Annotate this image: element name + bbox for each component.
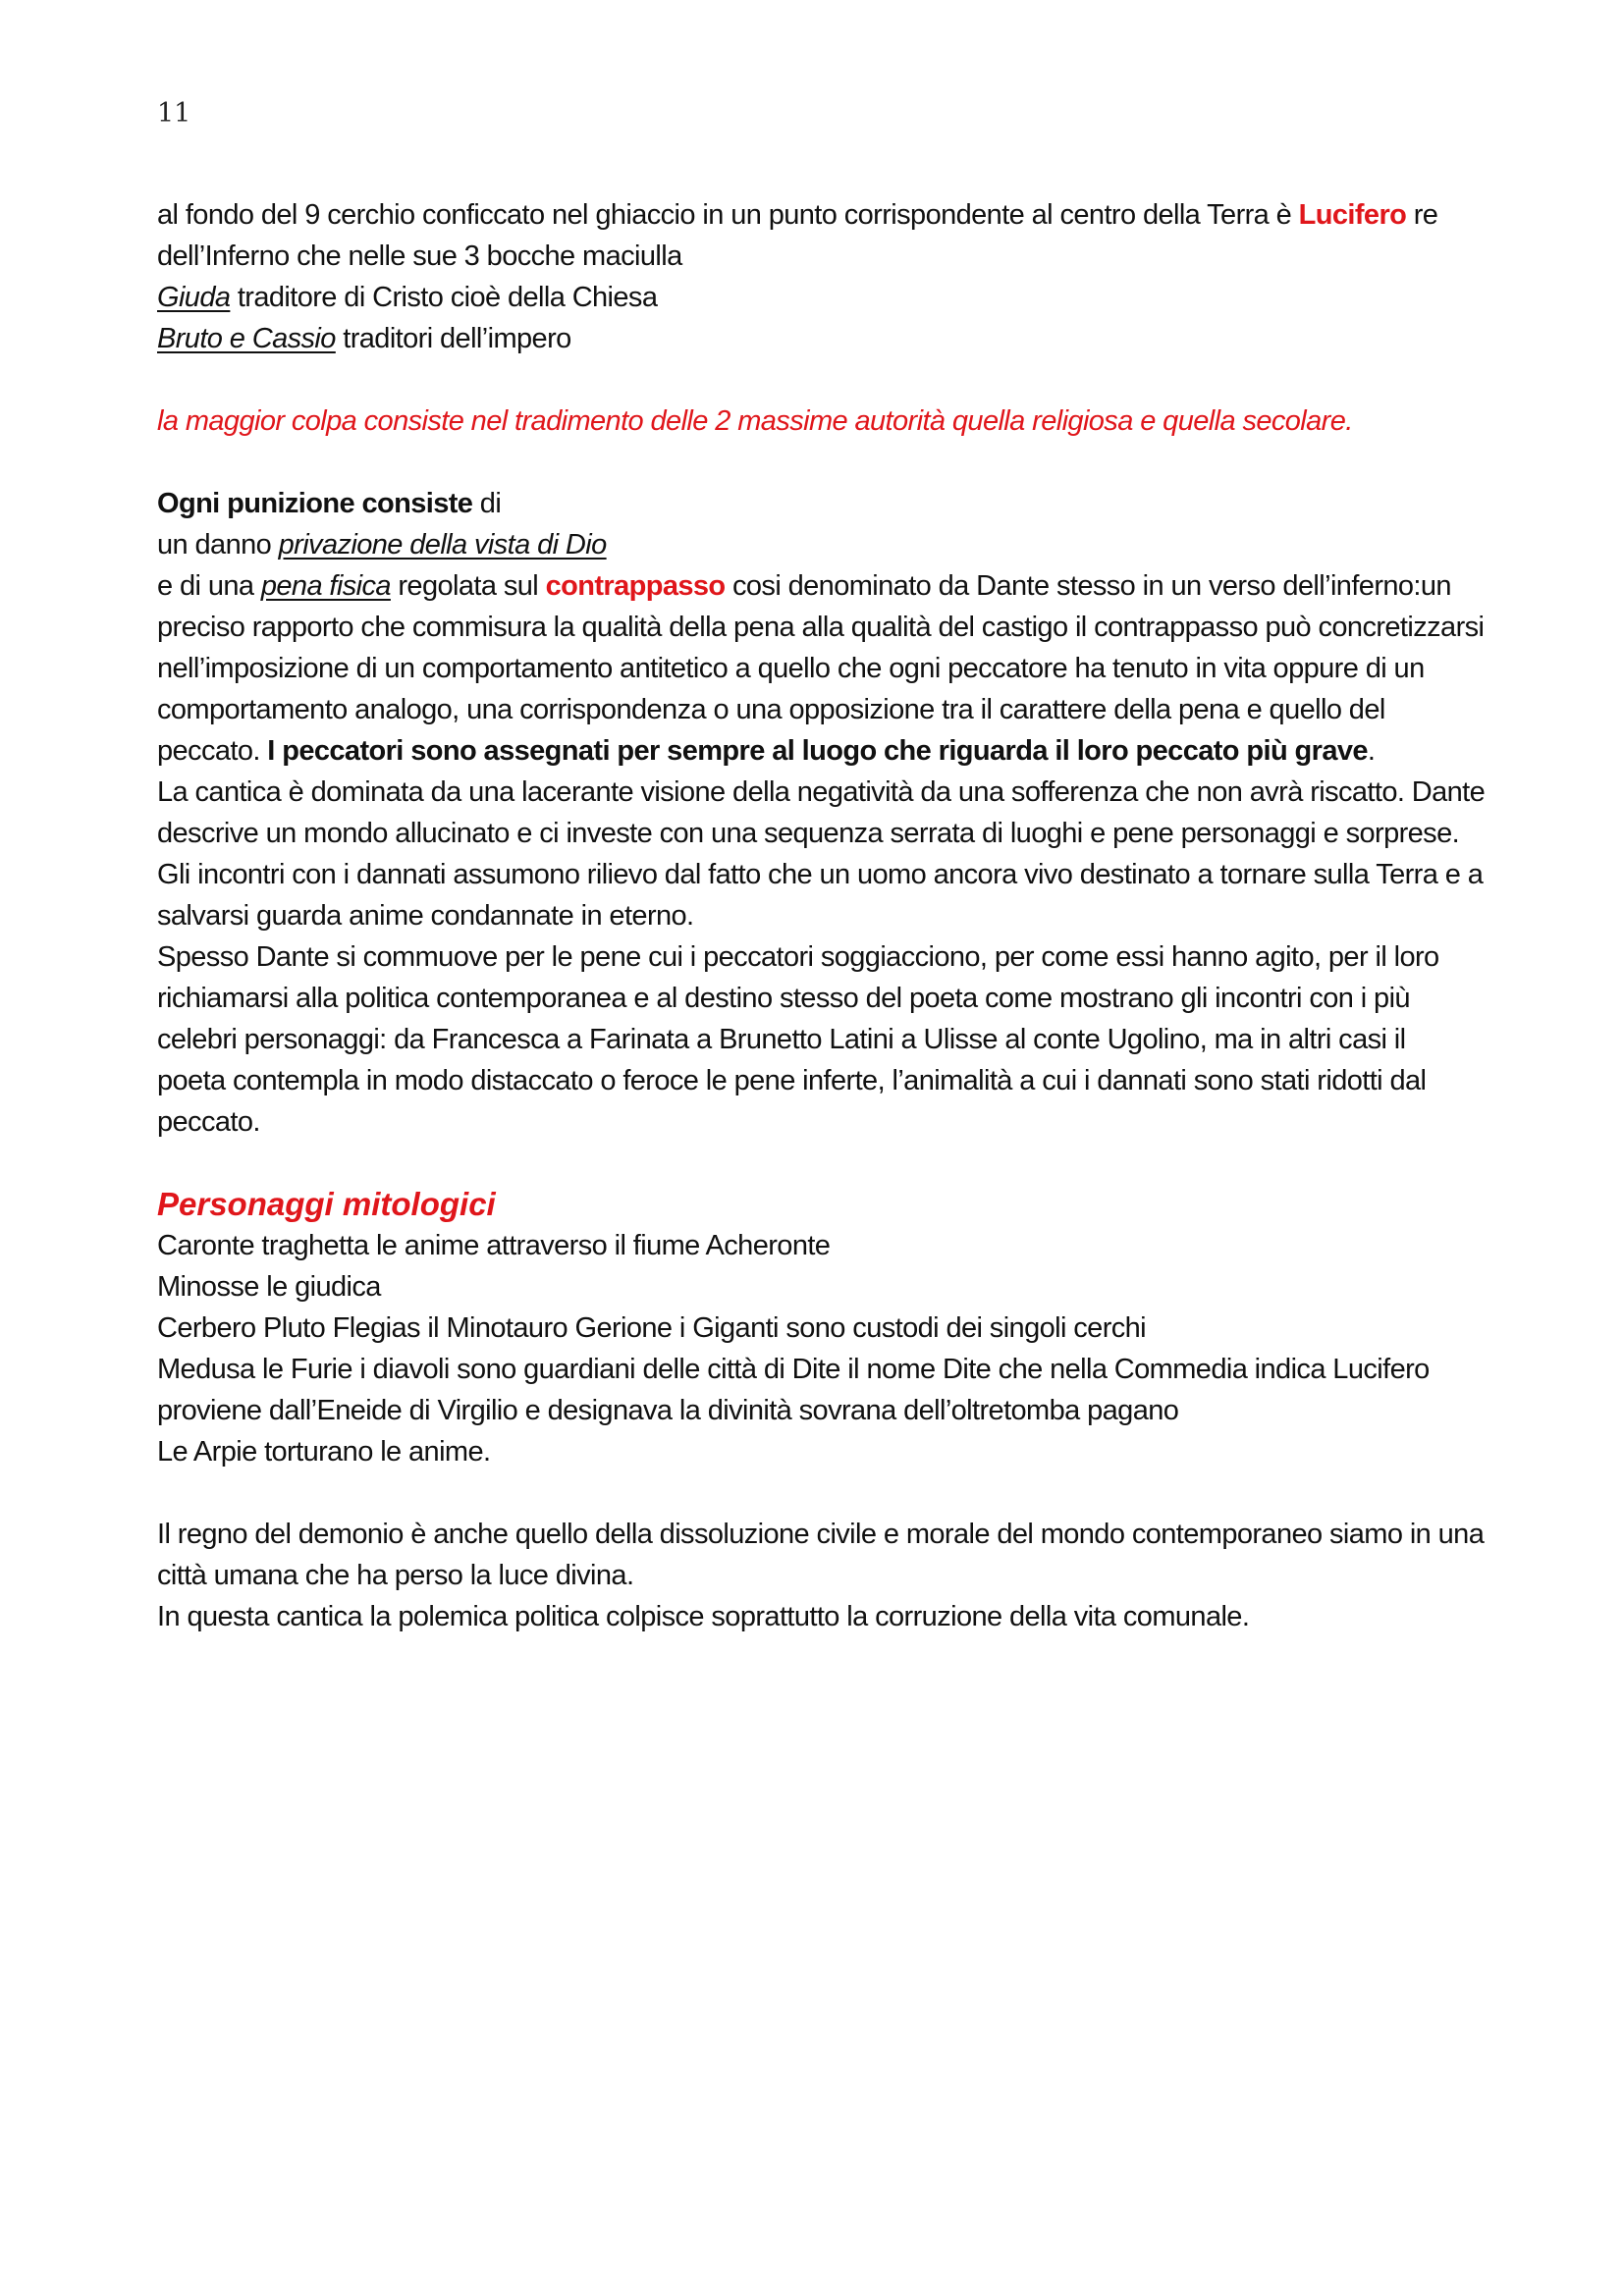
text-line: Minosse le giudica [157,1271,381,1303]
punizione-heading: Ogni punizione consiste [157,488,473,519]
text-line: città umana che ha perso la luce divina. [157,1560,634,1591]
text-span: un danno [157,529,279,561]
lucifero-highlight: Lucifero [1298,199,1407,231]
blank-line [157,1143,1492,1184]
danno-phrase: privazione della vista di Dio [278,529,607,561]
text-line: In questa cantica la polemica politica colpisce soprattutto la corruzione della vita comunale. [157,1601,1250,1632]
page-number: 11 [157,98,191,129]
body-text [157,194,1492,1637]
text-span: al fondo del 9 cerchio conficcato nel ghiaccio in un punto corrispondente al centro della Terra è [157,199,1299,231]
text-line: Caronte traghetta le anime attraverso il fiume Acheronte [157,1230,831,1261]
text-line: Spesso Dante si commuove per le pene cui i peccatori soggiacciono, per come essi hanno agito, per il loro [157,941,1439,973]
text-line: nell’imposizione di un comportamento antitetico a quello che ogni peccatore ha tenuto in vita oppure di un [157,653,1425,684]
text-line: Cerbero Pluto Flegias il Minotauro Gerione i Giganti sono custodi dei singoli cerchi [157,1312,1147,1344]
text-line [157,277,1492,318]
text-line [157,730,1492,772]
colpa-statement: la maggior colpa consiste nel tradimento delle 2 massime autorità quella religiosa e quella secolare. [157,405,1353,437]
blank-line [157,1472,1492,1514]
blank-line [157,442,1492,483]
text-line: Medusa le Furie i diavoli sono guardiani delle città di Dite il nome Dite che nella Commedia indica Lucifero [157,1354,1430,1385]
text-span: regolata sul [390,570,546,602]
text-line: proviene dall’Eneide di Virgilio e designava la divinità sovrana dell’oltretomba pagano [157,1395,1179,1426]
text-span: e di una [157,570,261,602]
text-line: peccato. [157,1106,260,1138]
text-line: preciso rapporto che commisura la qualità della pena alla qualità del castigo il contrappasso può concretizzarsi [157,612,1485,643]
text-line [157,194,1492,236]
text-line [157,483,1492,524]
text-span: . [1367,735,1376,767]
text-line: richiamarsi alla politica contemporanea e al destino stesso del poeta come mostrano gli incontri con i più [157,983,1410,1014]
text-span: di [472,488,502,519]
text-span: re [1406,199,1438,231]
text-line: La cantica è dominata da una lacerante visione della negatività da una sofferenza che non avrà riscatto. Dante [157,776,1486,808]
text-line: dell’Inferno che nelle sue 3 bocche maciulla [157,240,682,272]
text-span: cosi denominato da Dante stesso in un verso dell’inferno:un [725,570,1451,602]
text-span: traditori dell’impero [335,323,571,354]
section-heading: Personaggi mitologici [157,1186,496,1222]
text-line: Le Arpie torturano le anime. [157,1436,491,1468]
contrappasso-highlight: contrappasso [545,570,726,602]
blank-line [157,359,1492,400]
text-line: celebri personaggi: da Francesca a Farinata a Brunetto Latini a Ulisse al conte Ugolino, ma in altri casi il [157,1024,1406,1055]
bruto-cassio-name: Bruto e Cassio [157,323,336,354]
text-line: comportamento analogo, una corrispondenza o una opposizione tra il carattere della pena e quello del [157,694,1385,725]
text-line [157,524,1492,565]
text-line: poeta contempla in modo distaccato o feroce le pene inferte, l’animalità a cui i dannati sono stati ridotti dal [157,1065,1427,1096]
peccatori-bold: I peccatori sono assegnati per sempre al luogo che riguarda il loro peccato più grave [267,735,1368,767]
text-line: Il regno del demonio è anche quello della dissoluzione civile e morale del mondo contemporaneo siamo in una [157,1519,1485,1550]
text-span: traditore di Cristo cioè della Chiesa [230,282,658,313]
text-span: peccato. [157,735,268,767]
text-line: descrive un mondo allucinato e ci investe con una sequenza serrata di luoghi e pene personaggi e sorprese. [157,818,1460,849]
text-line [157,565,1492,607]
text-line: Gli incontri con i dannati assumono rilievo dal fatto che un uomo ancora vivo destinato a tornare sulla Terra e a [157,859,1484,890]
text-line [157,318,1492,359]
text-line: salvarsi guarda anime condannate in eterno. [157,900,694,932]
giuda-name: Giuda [157,282,231,313]
pena-fisica-phrase: pena fisica [260,570,391,602]
